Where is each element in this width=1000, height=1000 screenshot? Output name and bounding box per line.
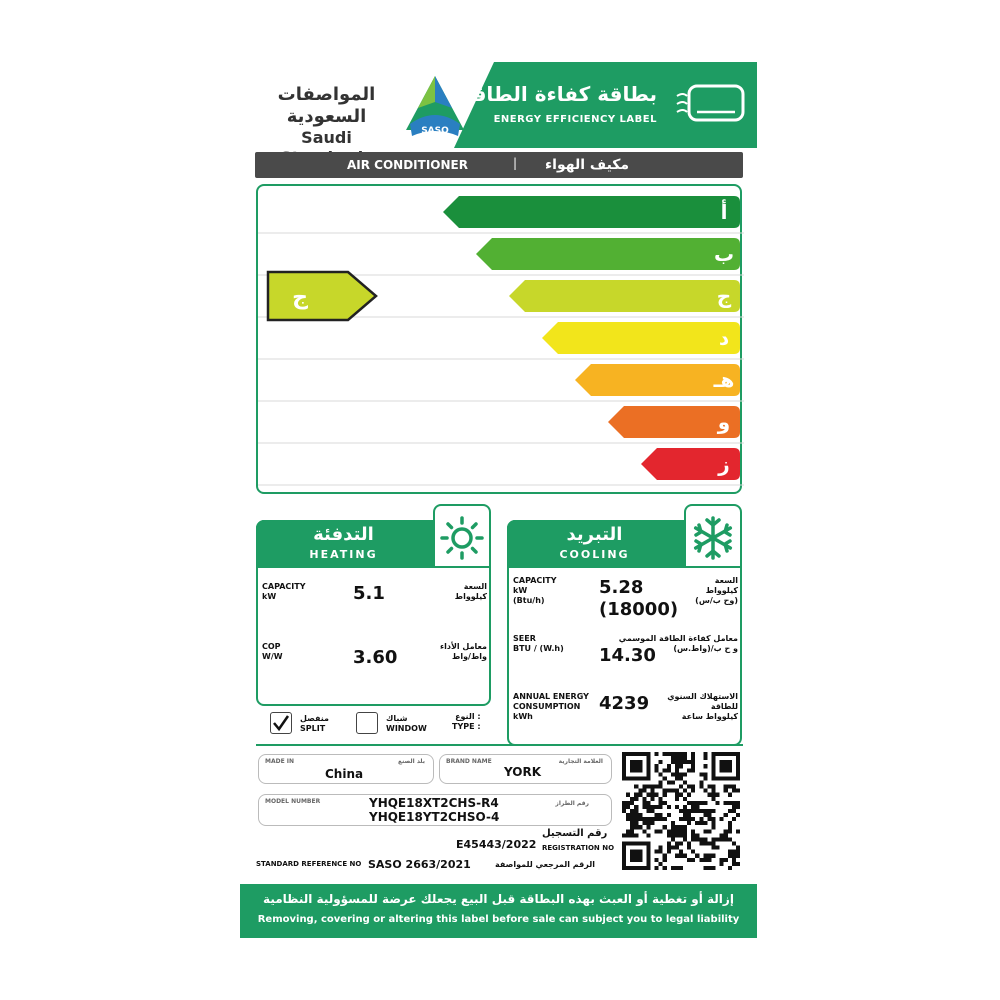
cooling-seer-unit-en: BTU / (W.h)	[513, 644, 564, 653]
air-conditioner-icon	[675, 82, 747, 128]
cooling-capacity-label	[513, 576, 556, 606]
model-label-ar: رقم الطراز	[555, 800, 589, 807]
brand-label-ar: العلامة التجارية	[558, 758, 603, 765]
cooling-capacity-value: 5.28	[599, 577, 644, 598]
split-label-en: SPLIT	[300, 724, 326, 733]
made-in-label-en: MADE IN	[265, 758, 295, 765]
energy-scale-arrows	[258, 186, 744, 496]
heating-capacity-value: 5.1	[353, 583, 385, 604]
cooling-annual-label-ar1: الاستهلاك السنوي	[667, 692, 738, 701]
cooling-panel	[507, 520, 742, 746]
registration-number: E45443/2022	[456, 838, 537, 851]
energy-class-arrow	[509, 280, 740, 312]
heating-cop-label-ar-block	[440, 642, 487, 662]
heating-capacity-unit-ar: كيلوواط	[454, 592, 487, 601]
heating-capacity-label-ar: السعة	[463, 582, 487, 591]
energy-efficiency-scale	[256, 184, 742, 494]
heating-capacity-label	[262, 582, 305, 602]
legal-warning-footer	[240, 884, 757, 938]
energy-class-letter: ز	[718, 452, 730, 476]
model-number-1: YHQE18XT2CHS-R4	[369, 796, 499, 810]
standard-reference-label-en: STANDARD REFERENCE NO	[256, 860, 362, 868]
product-name-en: AIR CONDITIONER	[347, 158, 468, 172]
model-label-en: MODEL NUMBER	[265, 798, 321, 805]
cooling-seer-unit-ar: و ح ب/(واط.س)	[673, 644, 738, 653]
cooling-capacity-label-ar: السعة	[714, 576, 738, 585]
heating-capacity-unit-en: kW	[262, 592, 277, 601]
energy-class-arrow	[542, 322, 740, 354]
energy-class-letter: هـ	[713, 368, 735, 392]
heating-title-ar: التدفئة	[313, 524, 374, 545]
heating-header	[256, 520, 491, 568]
cooling-annual-unit-ar: كيلوواط ساعة	[681, 712, 738, 721]
heating-panel	[256, 520, 491, 706]
energy-class-letter: ب	[713, 242, 735, 266]
energy-rating-letter: ج	[292, 285, 308, 310]
cooling-icon-box	[684, 504, 742, 568]
made-in-label-ar: بلد الصنع	[397, 758, 425, 765]
model-number-2: YHQE18YT2CHSO-4	[369, 810, 500, 824]
cooling-capacity-unit-btu: (Btu/h)	[513, 596, 545, 605]
cooling-title-ar: التبريد	[566, 524, 623, 545]
cooling-annual-value: 4239	[599, 693, 650, 714]
split-label	[300, 714, 329, 734]
split-checkbox[interactable]	[270, 712, 292, 734]
cooling-header	[507, 520, 742, 568]
cooling-title-en: COOLING	[559, 548, 630, 561]
heating-capacity-label-ar-block	[455, 582, 487, 602]
saso-name-en: Saudi	[301, 128, 352, 147]
window-label	[386, 714, 427, 734]
cooling-capacity-unit-ar2: (وح ب/س)	[695, 596, 738, 605]
heating-cop-value: 3.60	[353, 647, 398, 668]
brand-label-en: BRAND NAME	[446, 758, 492, 765]
cooling-capacity-label-ar-block	[695, 576, 738, 606]
cooling-annual-label-en2: CONSUMPTION	[513, 702, 581, 711]
checkmark-icon	[271, 713, 291, 733]
made-in-field	[258, 754, 434, 784]
cooling-capacity-unit-ar1: كيلوواط	[705, 586, 738, 595]
qr-code-icon	[622, 752, 740, 870]
product-name-ar: مكيف الهواء	[545, 157, 630, 173]
cooling-capacity-label-en: CAPACITY	[513, 576, 557, 585]
energy-class-arrow	[443, 196, 740, 228]
standard-reference-value: SASO 2663/2021	[368, 858, 471, 871]
registration-label-en: REGISTRATION NO	[542, 844, 615, 852]
legal-warning-ar: إزالة أو تغطية أو العبث بهذه البطاقة قبل البيع يجعلك عرضة للمسؤولية النظامية	[263, 892, 734, 906]
model-number-field	[258, 794, 612, 826]
window-checkbox[interactable]	[356, 712, 378, 734]
cooling-capacity-btu-value: (18000)	[599, 599, 679, 620]
standard-reference-label-ar: الرقم المرجعي للمواصفة	[495, 860, 595, 869]
window-label-ar: شباك	[386, 714, 408, 723]
window-label-en: WINDOW	[386, 724, 427, 733]
sun-icon	[435, 506, 489, 566]
label-title-ar: بطاقة كفاءة الطاقة	[461, 82, 657, 106]
product-type-bar	[255, 152, 743, 178]
cooling-seer-value: 14.30	[599, 645, 656, 666]
cooling-seer-label-en: SEER	[513, 634, 536, 643]
split-label-ar: منفصل	[300, 714, 329, 723]
brand-field	[439, 754, 612, 784]
energy-class-letter: أ	[720, 200, 728, 224]
heating-capacity-label-en: CAPACITY	[262, 582, 306, 591]
heating-cop-unit-en: W/W	[262, 652, 283, 661]
label-title-en: ENERGY EFFICIENCY LABEL	[493, 114, 657, 125]
heating-cop-label-ar: معامل الأداء	[440, 642, 487, 651]
energy-class-arrow	[476, 238, 740, 270]
brand-value: YORK	[504, 765, 542, 779]
snowflake-icon	[686, 506, 740, 566]
heating-cop-label-en: COP	[262, 642, 281, 651]
heating-title-en: HEATING	[309, 548, 378, 561]
energy-class-letter: ج	[716, 284, 732, 308]
heating-icon-box	[433, 504, 491, 568]
cooling-annual-label-en1: ANNUAL ENERGY	[513, 692, 589, 701]
legal-warning-en: Removing, covering or altering this label before sale can subject you to legal liability	[257, 914, 740, 925]
cooling-seer-label-ar-block	[619, 634, 738, 654]
cooling-annual-label	[513, 692, 589, 722]
type-label	[452, 712, 481, 732]
cooling-seer-label	[513, 634, 564, 654]
saso-logo-text: SASO	[421, 126, 449, 136]
type-label-en: TYPE :	[452, 722, 481, 731]
product-name-separator: |	[513, 156, 518, 170]
heating-cop-unit-ar: واط/واط	[452, 652, 487, 661]
heating-cop-label	[262, 642, 283, 662]
saso-name-ar: المواصفات السعودية	[277, 84, 376, 127]
cooling-annual-unit-en: kWh	[513, 712, 533, 721]
cooling-capacity-unit-kw: kW	[513, 586, 528, 595]
made-in-value: China	[325, 767, 364, 781]
energy-class-letter: و	[717, 410, 731, 434]
energy-class-letter: د	[718, 326, 730, 350]
registration-label-ar: رقم التسجيل	[542, 828, 608, 839]
energy-label	[240, 62, 757, 938]
label-header	[240, 62, 757, 148]
cooling-seer-label-ar: معامل كفاءة الطاقة الموسمي	[618, 634, 738, 643]
type-label-ar: النوع :	[455, 712, 481, 721]
energy-rating-indicator	[268, 272, 376, 320]
cooling-annual-label-ar-block	[667, 692, 738, 722]
unit-type-selector	[256, 710, 491, 748]
cooling-annual-label-ar2: للطاقة	[710, 702, 738, 711]
